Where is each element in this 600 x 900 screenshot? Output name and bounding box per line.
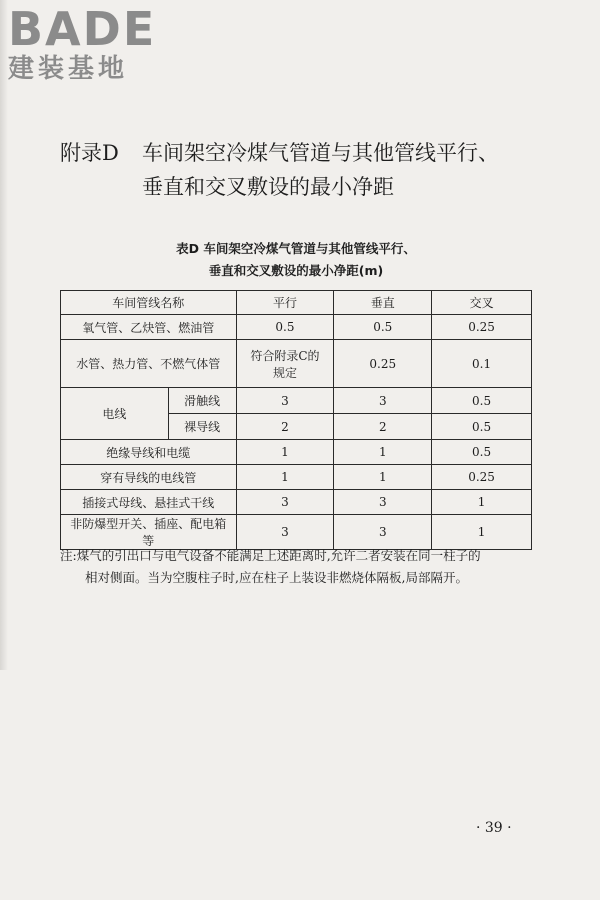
cell-vertical: 2 bbox=[334, 414, 432, 440]
row-subname: 滑触线 bbox=[168, 388, 236, 414]
table-row bbox=[61, 388, 532, 414]
cell-cross: 0.5 bbox=[432, 414, 532, 440]
table-row bbox=[61, 490, 532, 515]
table-note bbox=[60, 545, 546, 589]
table-row bbox=[61, 340, 532, 388]
cell-parallel: 3 bbox=[236, 490, 334, 515]
cell-parallel: 3 bbox=[236, 388, 334, 414]
appendix-label: 附录D bbox=[60, 141, 119, 165]
row-name: 绝缘导线和电缆 bbox=[61, 440, 237, 465]
appendix-title-line1: 车间架空冷煤气管道与其他管线平行、 bbox=[142, 141, 499, 165]
note-line2: 相对侧面。当为空腹柱子时,应在柱子上装设非燃烧体隔板,局部隔开。 bbox=[85, 570, 468, 585]
table-row bbox=[61, 315, 532, 340]
row-name: 非防爆型开关、插座、配电箱等 bbox=[61, 515, 237, 550]
note-line1: 注:煤气的引出口与电气设备不能满足上述距离时,允许二者安装在同一柱子的 bbox=[60, 548, 481, 563]
page-edge-shadow bbox=[0, 0, 8, 670]
cell-parallel: 1 bbox=[236, 465, 334, 490]
cell-cross: 0.25 bbox=[432, 315, 532, 340]
cell-vertical: 1 bbox=[334, 465, 432, 490]
cell-vertical: 0.5 bbox=[334, 315, 432, 340]
cell-vertical: 1 bbox=[334, 440, 432, 465]
cell-cross: 0.25 bbox=[432, 465, 532, 490]
table-row bbox=[61, 465, 532, 490]
cell-cross: 0.1 bbox=[432, 340, 532, 388]
cell-cross: 0.5 bbox=[432, 440, 532, 465]
cell-parallel: 3 bbox=[236, 515, 334, 550]
table-caption bbox=[60, 238, 532, 282]
row-subname: 裸导线 bbox=[168, 414, 236, 440]
bade-logo bbox=[8, 2, 157, 84]
appendix-title-line2: 垂直和交叉敷设的最小净距 bbox=[142, 175, 394, 199]
row-name: 插接式母线、悬挂式干线 bbox=[61, 490, 237, 515]
cell-parallel: 1 bbox=[236, 440, 334, 465]
header-vertical: 垂直 bbox=[334, 291, 432, 315]
row-name: 水管、热力管、不燃气体管 bbox=[61, 340, 237, 388]
cell-cross: 1 bbox=[432, 490, 532, 515]
logo-wordmark: BADE bbox=[8, 2, 157, 56]
row-name: 氧气管、乙炔管、燃油管 bbox=[61, 315, 237, 340]
cell-parallel-line1: 符合附录C的 bbox=[250, 348, 320, 363]
page-number: · 39 · bbox=[476, 820, 512, 836]
row-name: 穿有导线的电线管 bbox=[61, 465, 237, 490]
logo-subtitle: 建装基地 bbox=[8, 54, 129, 84]
cell-cross: 1 bbox=[432, 515, 532, 550]
table-header-row bbox=[61, 291, 532, 315]
appendix-heading bbox=[60, 136, 499, 204]
table-caption-line2: 垂直和交叉敷设的最小净距(m) bbox=[208, 263, 384, 278]
cell-parallel bbox=[236, 340, 334, 388]
header-cross: 交叉 bbox=[432, 291, 532, 315]
cell-parallel: 0.5 bbox=[236, 315, 334, 340]
cell-vertical: 0.25 bbox=[334, 340, 432, 388]
cell-parallel: 2 bbox=[236, 414, 334, 440]
table-caption-line1: 表D 车间架空冷煤气管道与其他管线平行、 bbox=[176, 241, 416, 256]
clearance-table bbox=[60, 290, 532, 550]
cell-vertical: 3 bbox=[334, 515, 432, 550]
cell-vertical: 3 bbox=[334, 490, 432, 515]
header-pipeline-name: 车间管线名称 bbox=[61, 291, 237, 315]
cell-parallel-line2: 规定 bbox=[272, 365, 297, 380]
table-row bbox=[61, 440, 532, 465]
row-group-electric: 电线 bbox=[61, 388, 169, 440]
cell-vertical: 3 bbox=[334, 388, 432, 414]
header-parallel: 平行 bbox=[236, 291, 334, 315]
cell-cross: 0.5 bbox=[432, 388, 532, 414]
